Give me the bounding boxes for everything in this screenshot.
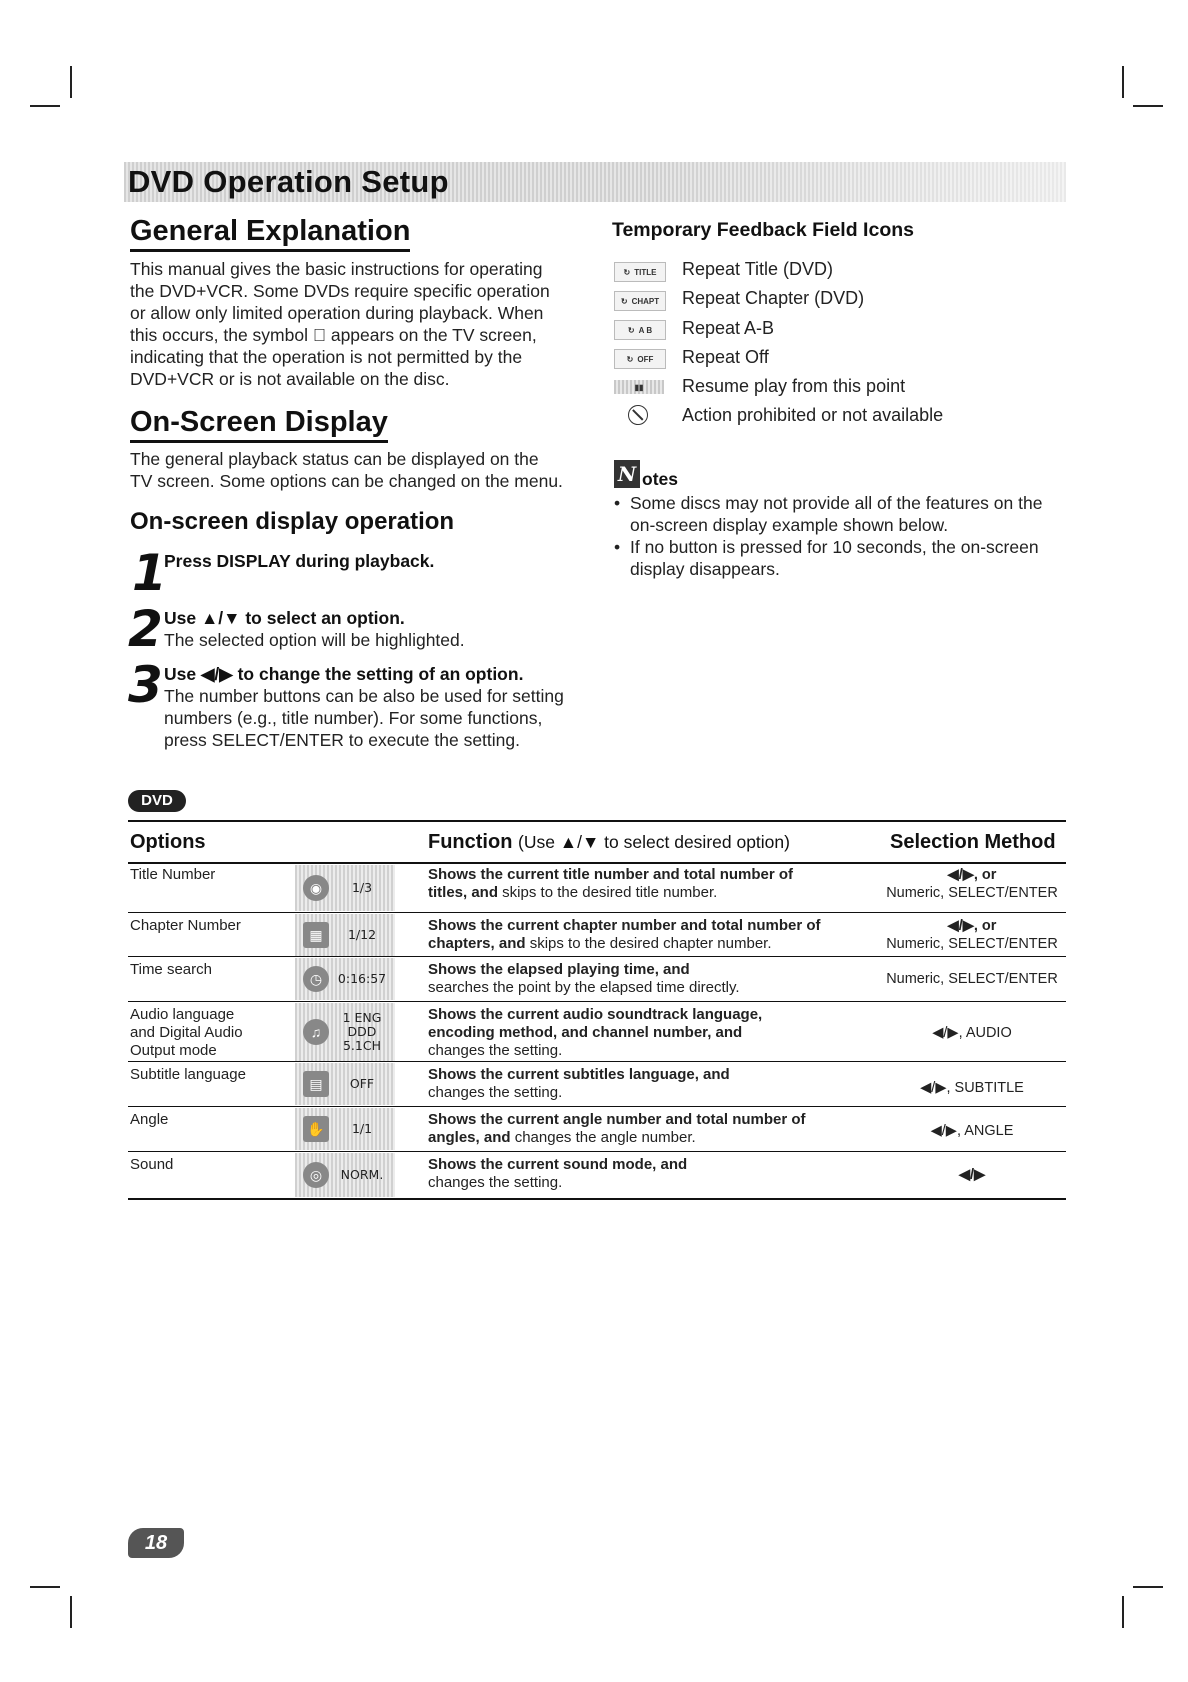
column-header-function bbox=[428, 831, 790, 854]
text-line: Numeric, SELECT/ENTER bbox=[886, 885, 1058, 901]
repeat-chapter-icon: ↻ CHAPT bbox=[614, 291, 666, 311]
function-header-note: (Use ▲/▼ to select desired option) bbox=[518, 832, 790, 852]
step-number-1: 1 bbox=[132, 544, 167, 602]
repeat-title-icon: ↻ TITLE bbox=[614, 262, 666, 282]
osd-thumbnail bbox=[295, 958, 395, 1000]
text-line: • Some discs may not provide all of the features on the bbox=[630, 493, 1043, 513]
crop-mark bbox=[1133, 105, 1163, 107]
bold-text: chapters, and bbox=[428, 935, 526, 952]
text-line: Sound bbox=[130, 1156, 174, 1173]
clock-icon: ◷ bbox=[303, 966, 329, 992]
osd-thumbnail bbox=[295, 865, 395, 911]
osd-value bbox=[333, 1153, 391, 1197]
plain-text: skips to the desired title number. bbox=[498, 884, 718, 901]
text-line: on-screen display example shown below. bbox=[630, 515, 949, 535]
option-cell bbox=[130, 1156, 173, 1174]
text-line: ◀/▶, or bbox=[947, 867, 997, 883]
text-line: numbers (e.g., title number). For some functions, bbox=[164, 708, 543, 728]
audio-icon: ♫ bbox=[303, 1019, 329, 1045]
text-line: ◀/▶ bbox=[958, 1167, 986, 1183]
osd-value bbox=[333, 1003, 391, 1061]
selection-cell bbox=[872, 970, 1072, 988]
repeat-off-icon: ↻ OFF bbox=[614, 349, 666, 369]
icon-text: CHAPT bbox=[631, 296, 660, 306]
text-line: changes the setting. bbox=[428, 1084, 563, 1101]
page-number: 18 bbox=[128, 1528, 184, 1558]
function-cell bbox=[428, 961, 868, 997]
column-header-selection: Selection Method bbox=[890, 831, 1056, 853]
text-line: Subtitle language bbox=[130, 1066, 246, 1083]
feedback-label: Action prohibited or not available bbox=[682, 405, 944, 425]
text-line: 0:16:57 bbox=[337, 971, 387, 986]
step-3-desc bbox=[164, 685, 604, 751]
crop-mark bbox=[30, 1586, 60, 1588]
text-line: searches the point by the elapsed time directly. bbox=[428, 979, 740, 996]
resume-icon bbox=[614, 380, 664, 394]
on-screen-display-heading: On-Screen Display bbox=[130, 406, 388, 443]
text-line bbox=[428, 884, 868, 902]
title-icon: ◉ bbox=[303, 875, 329, 901]
text-line: 5.1CH bbox=[342, 1038, 381, 1053]
option-cell bbox=[130, 917, 241, 935]
bold-text: angles, and bbox=[428, 1129, 511, 1146]
text-line: this occurs, the symbol ⃠ appears on the TV screen, bbox=[130, 325, 537, 345]
crop-mark bbox=[1122, 66, 1124, 98]
feedback-label: Resume play from this point bbox=[682, 376, 906, 396]
text-line bbox=[428, 1129, 868, 1147]
repeat-ab-icon: ↻ A B bbox=[614, 320, 666, 340]
selection-cell bbox=[872, 1024, 1072, 1042]
step-1-title: Press DISPLAY during playback. bbox=[164, 551, 435, 571]
crop-mark bbox=[70, 66, 72, 98]
icon-text: OFF bbox=[637, 354, 654, 364]
option-cell bbox=[130, 961, 212, 979]
angle-icon: ✋ bbox=[303, 1116, 329, 1142]
plain-text: changes the angle number. bbox=[510, 1129, 696, 1146]
feedback-label: Repeat Off bbox=[682, 347, 769, 367]
feedback-icons-heading: Temporary Feedback Field Icons bbox=[612, 219, 914, 241]
note-item bbox=[614, 536, 1090, 580]
bold-text: titles, and bbox=[428, 884, 499, 901]
subtitle-icon: ▤ bbox=[303, 1071, 329, 1097]
feedback-label: Repeat Chapter (DVD) bbox=[682, 288, 865, 308]
selection-cell bbox=[872, 1122, 1072, 1140]
text-line: The general playback status can be displayed on the bbox=[130, 449, 539, 469]
selection-cell bbox=[872, 917, 1072, 953]
text-line: The selected option will be highlighted. bbox=[164, 630, 465, 650]
text-line: DVD+VCR or is not available on the disc. bbox=[130, 369, 450, 389]
function-cell bbox=[428, 1111, 868, 1147]
table-bottom-rule bbox=[128, 1198, 1066, 1200]
option-cell bbox=[130, 1006, 243, 1060]
selection-cell bbox=[872, 866, 1072, 902]
text-line: the DVD+VCR. Some DVDs require specific operation bbox=[130, 281, 550, 301]
text-line: Shows the current title number and total number of bbox=[428, 866, 794, 883]
text-line bbox=[428, 935, 868, 953]
function-cell bbox=[428, 1006, 868, 1060]
on-screen-display-text bbox=[130, 448, 600, 492]
row-divider bbox=[128, 912, 1066, 913]
row-divider bbox=[128, 1151, 1066, 1152]
icon-text: TITLE bbox=[634, 267, 657, 277]
text-line: Output mode bbox=[130, 1042, 217, 1059]
text-line: encoding method, and channel number, and bbox=[428, 1024, 743, 1041]
function-cell bbox=[428, 1066, 868, 1102]
osd-thumbnail bbox=[295, 1003, 395, 1061]
text-line: ◀/▶, AUDIO bbox=[932, 1025, 1012, 1041]
crop-mark bbox=[70, 1596, 72, 1628]
selection-cell bbox=[872, 1166, 1072, 1184]
prohibited-icon bbox=[628, 405, 648, 425]
option-cell bbox=[130, 866, 215, 884]
text-line: 1 ENG bbox=[342, 1010, 382, 1025]
option-cell bbox=[130, 1111, 168, 1129]
osd-value bbox=[333, 958, 391, 1000]
header-fade bbox=[646, 162, 1066, 202]
row-divider bbox=[128, 1061, 1066, 1062]
crop-mark bbox=[30, 105, 60, 107]
step-2-title: Use ▲/▼ to select an option. bbox=[164, 608, 405, 628]
general-explanation-text bbox=[130, 258, 590, 390]
text-line: Angle bbox=[130, 1111, 169, 1128]
text-line: TV screen. Some options can be changed on the menu. bbox=[130, 471, 563, 491]
text-line: Time search bbox=[130, 961, 212, 978]
text-line: 1/12 bbox=[347, 927, 377, 942]
row-divider bbox=[128, 956, 1066, 957]
text-line: press SELECT/ENTER to execute the setting. bbox=[164, 730, 520, 750]
function-header-label: Function bbox=[428, 831, 513, 853]
text-line: Shows the elapsed playing time, and bbox=[428, 961, 690, 978]
function-cell bbox=[428, 866, 868, 902]
text-line: ◀/▶, SUBTITLE bbox=[920, 1080, 1024, 1096]
row-divider bbox=[128, 1001, 1066, 1002]
step-number-3: 3 bbox=[128, 656, 163, 714]
header-bar bbox=[124, 162, 1066, 202]
dvd-badge: DVD bbox=[128, 790, 186, 812]
crop-mark bbox=[1133, 1586, 1163, 1588]
text-line: 1/3 bbox=[351, 880, 373, 895]
text-line: ◀/▶, or bbox=[947, 918, 997, 934]
notes-label: otes bbox=[642, 469, 678, 489]
osd-value bbox=[333, 1108, 391, 1150]
text-line: The number buttons can be also be used for setting bbox=[164, 686, 564, 706]
osd-thumbnail bbox=[295, 1063, 395, 1105]
text-line: Shows the current sound mode, and bbox=[428, 1156, 688, 1173]
function-cell bbox=[428, 1156, 868, 1192]
icon-text: A B bbox=[638, 325, 653, 335]
text-line: Numeric, SELECT/ENTER bbox=[886, 936, 1058, 952]
selection-cell bbox=[872, 1079, 1072, 1097]
text-line: Shows the current chapter number and total number of bbox=[428, 917, 821, 934]
text-line: indicating that the operation is not permitted by the bbox=[130, 347, 523, 367]
text-line: Numeric, SELECT/ENTER bbox=[886, 971, 1058, 987]
text-line: or allow only limited operation during playback. When bbox=[130, 303, 544, 323]
icon-text: ▮▮ bbox=[634, 382, 644, 392]
function-cell bbox=[428, 917, 868, 953]
osd-value bbox=[333, 1063, 391, 1105]
osd-thumbnail bbox=[295, 1153, 395, 1197]
text-line: This manual gives the basic instructions for operating bbox=[130, 259, 543, 279]
text-line: ◀/▶, ANGLE bbox=[930, 1123, 1014, 1139]
text-line: • If no button is pressed for 10 seconds, the on-screen bbox=[630, 537, 1039, 557]
option-cell bbox=[130, 1066, 246, 1084]
osd-value bbox=[333, 914, 391, 956]
feedback-label: Repeat Title (DVD) bbox=[682, 259, 834, 279]
text-line: DDD bbox=[347, 1024, 377, 1039]
chapter-icon: ▦ bbox=[303, 922, 329, 948]
text-line: Shows the current angle number and total number of bbox=[428, 1111, 806, 1128]
plain-text: skips to the desired chapter number. bbox=[525, 935, 772, 952]
step-number-2: 2 bbox=[128, 600, 163, 658]
step-3-title: Use ◀/▶ to change the setting of an option. bbox=[164, 664, 524, 684]
osd-thumbnail bbox=[295, 1108, 395, 1150]
text-line: Shows the current subtitles language, and bbox=[428, 1066, 730, 1083]
text-line: changes the setting. bbox=[428, 1042, 563, 1059]
text-line: OFF bbox=[349, 1076, 375, 1091]
text-line: Title Number bbox=[130, 866, 216, 883]
step-2-desc bbox=[164, 629, 604, 651]
text-line: 1/1 bbox=[351, 1121, 373, 1136]
table-top-rule bbox=[128, 820, 1066, 822]
crop-mark bbox=[1122, 1596, 1124, 1628]
note-item bbox=[614, 492, 1090, 536]
table-header-rule bbox=[128, 862, 1066, 864]
sound-icon: ◎ bbox=[303, 1162, 329, 1188]
osd-value bbox=[333, 865, 391, 911]
text-line: display disappears. bbox=[630, 559, 780, 579]
notes-icon: N bbox=[614, 460, 640, 488]
osd-operation-heading: On-screen display operation bbox=[130, 508, 455, 535]
text-line: Audio language bbox=[130, 1006, 235, 1023]
text-line: Shows the current audio soundtrack language, bbox=[428, 1006, 763, 1023]
column-header-options: Options bbox=[130, 831, 206, 853]
text-line: and Digital Audio bbox=[130, 1024, 243, 1041]
general-explanation-heading: General Explanation bbox=[130, 215, 410, 252]
text-line: changes the setting. bbox=[428, 1174, 563, 1191]
row-divider bbox=[128, 1106, 1066, 1107]
text-line: Chapter Number bbox=[130, 917, 241, 934]
page-title: DVD Operation Setup bbox=[128, 164, 449, 199]
feedback-label: Repeat A-B bbox=[682, 318, 775, 338]
text-line: NORM. bbox=[340, 1167, 384, 1182]
osd-thumbnail bbox=[295, 914, 395, 956]
